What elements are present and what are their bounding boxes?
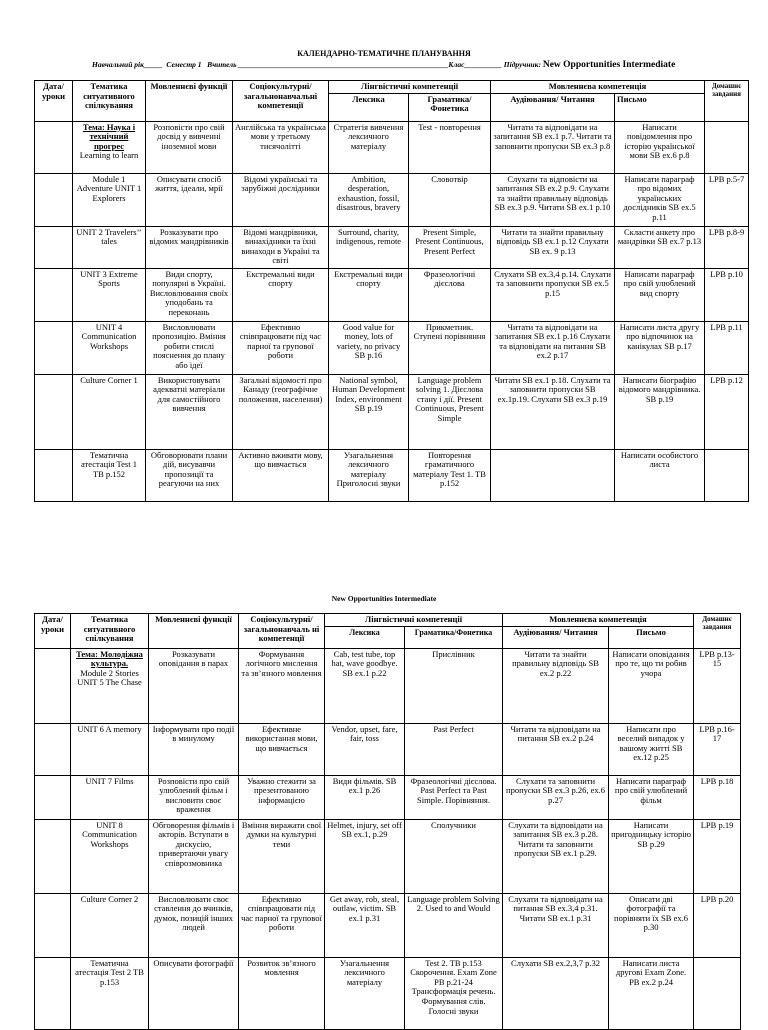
- homework-cell: [705, 449, 749, 501]
- grammar-cell: Language problem solving 1. Дієслова стану і дії. Present Continuous, Present Simple: [409, 374, 491, 449]
- functions-cell: Обговорювати плани дій, висувавчи пропозиції та реагуючи на них: [146, 449, 233, 501]
- listening-cell: [491, 449, 615, 501]
- grammar-cell: Повторення граматичного матеріалу Test 1. TB p.152: [409, 449, 491, 501]
- date-cell: [35, 775, 71, 819]
- vocab-cell: Vendor, upset, fare, fair, toss: [325, 723, 405, 775]
- vocab-cell: Стратегія вивчення лексичного матеріалу: [329, 121, 409, 173]
- listening-cell: Слухати та відповідати на запитання SB ex.3 p.28. Читати та заповнити пропуски SB ex.1 p.29.: [503, 819, 609, 893]
- header-writing: Письмо: [615, 93, 705, 121]
- topic-cell: Module 1 Adventure UNIT 1 Explorers: [73, 173, 146, 226]
- header-sociocultural: Соціокультурні/ загальнонавчаль ні компетенції: [239, 614, 325, 649]
- homework-cell: LPB p.8-9: [705, 226, 749, 268]
- topic-cell: [71, 648, 149, 723]
- socio-cell: Ефективно співпрацювати під час парної та групової роботи: [239, 893, 325, 957]
- topic-cell: UNIT 2 Travelers’’ tales: [73, 226, 146, 268]
- date-cell: [35, 648, 71, 723]
- header-homework: Домашнє завдання: [705, 81, 749, 122]
- table-row: [35, 321, 749, 374]
- document-title: КАЛЕНДАРНО-ТЕМАТИЧНЕ ПЛАНУВАННЯ: [297, 49, 471, 58]
- grammar-cell: Test 2. TB p.153 Скорочення. Exam Zone PB p.21-24 Трансформація речень. Формування слів. Голосні звуки: [405, 957, 503, 1029]
- homework-cell: LPB p.11: [705, 321, 749, 374]
- table-row: [35, 173, 749, 226]
- plan-table-1: [34, 80, 749, 502]
- vocab-cell: Helmet, injury, set off SB ex.1, p.29: [325, 819, 405, 893]
- writing-cell: Написати повідомлення про історію української мови SB ex.6 p.8: [615, 121, 705, 173]
- table-row: [35, 723, 741, 775]
- meta-semester: Семестр 1: [166, 60, 202, 69]
- date-cell: [35, 321, 73, 374]
- grammar-cell: Прикметник. Ступені порівняння: [409, 321, 491, 374]
- table-row: [35, 268, 749, 321]
- homework-cell: [705, 121, 749, 173]
- writing-cell: Скласти анкету про мандрівки SB ex.7 p.13: [615, 226, 705, 268]
- meta-book-label: Підручник:: [503, 60, 541, 69]
- header-linguistic: Лінгвістичні компетенції: [329, 81, 491, 94]
- header-speech-competence: Мовленнєва компетенція: [491, 81, 705, 94]
- vocab-cell: Get away, rob, steal, outlaw, victim. SB ex.1 p.31: [325, 893, 405, 957]
- document-meta: [92, 60, 675, 70]
- vocab-cell: Good value for money, lots of variety, no privacy SB p.16: [329, 321, 409, 374]
- grammar-cell: Фразеологічні дієслова: [409, 268, 491, 321]
- date-cell: [35, 819, 71, 893]
- header-vocab: Лексика: [329, 93, 409, 121]
- meta-year: Навчальний рік_____: [92, 60, 163, 69]
- writing-cell: Написати біографію відомого мандрівника. SB p.19: [615, 374, 705, 449]
- header-linguistic: Лінгвістичні компетенції: [325, 614, 503, 627]
- date-cell: [35, 893, 71, 957]
- writing-cell: Написати параграф про відомих українських дослідників SB ex.5 p.11: [615, 173, 705, 226]
- socio-cell: Екстремальні види спорту: [233, 268, 329, 321]
- writing-cell: Написати параграф про свій улюблений фільм: [609, 775, 694, 819]
- table-row: [35, 226, 749, 268]
- grammar-cell: Test - повторення: [409, 121, 491, 173]
- functions-cell: Описувати спосіб життя, ідеали, мрії: [146, 173, 233, 226]
- topic-cell: Culture Corner 2: [71, 893, 149, 957]
- topic-cell: UNIT 8 Communication Workshops: [71, 819, 149, 893]
- header-date: Дата/ уроки: [35, 614, 71, 649]
- vocab-cell: Cab, test tube, top hat, wave goodbye. SB ex.1 p.22: [325, 648, 405, 723]
- plan-table-2: [34, 613, 741, 1030]
- listening-cell: Слухати та відповісти на запитання SB ex.2 p.9. Слухати та знайти правильну відповідь SB ex.3 p.9. Читати SB ex.1 p.10: [491, 173, 615, 226]
- functions-cell: Розповісти про свій досвід у вивченні іноземної мови: [146, 121, 233, 173]
- writing-cell: Описати дві фотографії та порівняти їх SB ex.6 p.30: [609, 893, 694, 957]
- table-row: [35, 775, 741, 819]
- header-listening: Аудіювання/ Читання: [491, 93, 615, 121]
- header-writing: Письмо: [609, 626, 694, 648]
- listening-cell: Читати та знайти правильну відповідь SB ex.1 p.12 Слухати SB ex. 9 p.13: [491, 226, 615, 268]
- socio-cell: Розвиток зв’язного мовлення: [239, 957, 325, 1029]
- topic-cell: UNIT 3 Extreme Sports: [73, 268, 146, 321]
- functions-cell: Розказувати оповідання в парах: [149, 648, 239, 723]
- functions-cell: Висловлювати своє ставлення до вчинків, думок, позицій інших людей: [149, 893, 239, 957]
- socio-cell: Відомі мандрівники, винахідники та їхні винаходи в Україні та світі: [233, 226, 329, 268]
- date-cell: [35, 723, 71, 775]
- writing-cell: Написати листа другові Exam Zone. PB ex.2 p.24: [609, 957, 694, 1029]
- topic-cell: Тематична атестація Test 1 TB p.152: [73, 449, 146, 501]
- grammar-cell: Language problem Solving 2. Used to and Would: [405, 893, 503, 957]
- homework-cell: LPB p.12: [705, 374, 749, 449]
- functions-cell: Описувати фотографії: [149, 957, 239, 1029]
- grammar-cell: Фразеологічні дієслова. Past Perfect та Past Simple. Порівняння.: [405, 775, 503, 819]
- header-topic: Тематика ситуативного спілкування: [71, 614, 149, 649]
- date-cell: [35, 226, 73, 268]
- homework-cell: LPB p.20: [694, 893, 741, 957]
- header-homework: Домашнє завдання: [694, 614, 741, 649]
- second-title: New Opportunities Intermediate: [331, 594, 437, 603]
- homework-cell: LPB p.10: [705, 268, 749, 321]
- socio-cell: Загальні відомості про Канаду (географічне положення, населення): [233, 374, 329, 449]
- functions-cell: Розповісти про свій улюблений фільм і висловити своє враження: [149, 775, 239, 819]
- meta-teacher: Вчитель ________________________________________________________Клас__________: [207, 60, 502, 69]
- listening-cell: Слухати SB ex.3,4 p.14. Слухати та заповнити пропуски SB ex.5 p.15: [491, 268, 615, 321]
- listening-cell: Читати SB ex.1 p.18. Слухати та заповнити пропуски SB ex.1p.19. Слухати SB ex.3 p.19: [491, 374, 615, 449]
- header-grammar: Граматика/ Фонетика: [409, 93, 491, 121]
- functions-cell: Використовувати адекватні матеріали для самостійного вивчення: [146, 374, 233, 449]
- socio-cell: Уважно стежити за презентованою інформацією: [239, 775, 325, 819]
- writing-cell: Написати особистого листа: [615, 449, 705, 501]
- listening-cell: Читати та відповідати на запитання SB ex.1 p.7. Читати та заповнити пропуски SB ex.3 p.8: [491, 121, 615, 173]
- topic-cell: UNIT 7 Films: [71, 775, 149, 819]
- table-row: [35, 374, 749, 449]
- socio-cell: Ефективно співпрацювати під час парної та групової роботи: [233, 321, 329, 374]
- listening-cell: Слухати SB ex.2,3,7 p.32: [503, 957, 609, 1029]
- header-sociocultural: Соціокультурні/ загальнонавчальні компетенції: [233, 81, 329, 122]
- listening-cell: Слухати та відповідати на питання SB ex.3,4 p.31. Читати SB ex.1 p.31: [503, 893, 609, 957]
- vocab-cell: Види фільмів. SB ex.1 p.26: [325, 775, 405, 819]
- header-date: Дата/ уроки: [35, 81, 73, 122]
- writing-cell: Написати оповідання про те, що ти робив учора: [609, 648, 694, 723]
- grammar-cell: Past Perfect: [405, 723, 503, 775]
- topic-cell: UNIT 6 A memory: [71, 723, 149, 775]
- date-cell: [35, 449, 73, 501]
- homework-cell: [694, 957, 741, 1029]
- table-row: [35, 957, 741, 1029]
- homework-cell: LPB p.13-15: [694, 648, 741, 723]
- listening-cell: Читати та знайти правильну відповідь SB ex.2 p.22: [503, 648, 609, 723]
- listening-cell: Читати та відповідати на питання SB ex.2 p.24: [503, 723, 609, 775]
- header-vocab: Лексика: [325, 626, 405, 648]
- header-listening: Аудіювання/ Читання: [503, 626, 609, 648]
- table-row: [35, 819, 741, 893]
- table-row: [35, 121, 749, 173]
- date-cell: [35, 121, 73, 173]
- vocab-cell: Узагальнення лексичного матеріалу: [325, 957, 405, 1029]
- homework-cell: LPB p.18: [694, 775, 741, 819]
- vocab-cell: Ambition, desperation, exhaustion, fossil, disastrous, bravery: [329, 173, 409, 226]
- socio-cell: Формування логічного мислення та зв’язного мовлення: [239, 648, 325, 723]
- homework-cell: LPB p.16-17: [694, 723, 741, 775]
- header-topic: Тематика ситуативного спілкування: [73, 81, 146, 122]
- writing-cell: Написати пригодницьку історію SB p.29: [609, 819, 694, 893]
- socio-cell: Відомі українські та зарубіжні дослідники: [233, 173, 329, 226]
- functions-cell: Розказувати про відомих мандрівників: [146, 226, 233, 268]
- writing-cell: Написати параграф про свій улюблений вид спорту: [615, 268, 705, 321]
- grammar-cell: Прислівник: [405, 648, 503, 723]
- date-cell: [35, 374, 73, 449]
- topic-cell: Culture Corner 1: [73, 374, 146, 449]
- vocab-cell: National symbol, Human Development Index, environment SB p.19: [329, 374, 409, 449]
- table-row: [35, 893, 741, 957]
- topic-heading: Тема: Молодіжна культура.: [76, 648, 143, 669]
- vocab-cell: Узагальнення лексичного матеріалу Приголосні звуки: [329, 449, 409, 501]
- grammar-cell: Present Simple, Present Continuous, Present Perfect: [409, 226, 491, 268]
- meta-book: New Opportunities Intermediate: [542, 60, 676, 70]
- socio-cell: Англійська та українська мови у третьому тисячолітті: [233, 121, 329, 173]
- table-row: [35, 648, 741, 723]
- date-cell: [35, 173, 73, 226]
- header-functions: Мовленнєві функції: [146, 81, 233, 122]
- topic-cell: Тематична атестація Test 2 TB p.153: [71, 957, 149, 1029]
- socio-cell: Вміння виражати свої думки на культурні теми: [239, 819, 325, 893]
- topic-cell: UNIT 4 Communication Workshops: [73, 321, 146, 374]
- functions-cell: Висловлювати пропозицію. Вміння робити стислі пояснення до плану або ідеї: [146, 321, 233, 374]
- socio-cell: Ефективне використання мови, що вивчається: [239, 723, 325, 775]
- date-cell: [35, 957, 71, 1029]
- homework-cell: LPB p.19: [694, 819, 741, 893]
- topic-cell: [73, 121, 146, 173]
- header-speech-competence: Мовленнєва компетенція: [503, 614, 694, 627]
- functions-cell: Інформувати про події в минулому: [149, 723, 239, 775]
- header-functions: Мовленнєві функції: [149, 614, 239, 649]
- grammar-cell: Сполучники: [405, 819, 503, 893]
- topic-text: Module 2 Stories UNIT 5 The Chase: [77, 667, 142, 688]
- table-row: [35, 449, 749, 501]
- homework-cell: LPB p.5-7: [705, 173, 749, 226]
- listening-cell: Читати та відповідати на запитання SB ex.1 p.16 Слухати та відповідати на питання SB ex.2 p.17: [491, 321, 615, 374]
- socio-cell: Активно вживати мову, що вивчається: [233, 449, 329, 501]
- vocab-cell: Surround, charity, indigenous, remote: [329, 226, 409, 268]
- functions-cell: Види спорту, популярні в Україні. Висловлювання своїх уподобань та переконань: [146, 268, 233, 321]
- listening-cell: Слухати та заповнити пропуски SB ex.3 p.26, ex.6 p.27: [503, 775, 609, 819]
- date-cell: [35, 268, 73, 321]
- grammar-cell: Словотвір: [409, 173, 491, 226]
- header-grammar: Граматика/Фонетика: [405, 626, 503, 648]
- writing-cell: Написати про веселий випадок у вашому житті SB ex.12 p.25: [609, 723, 694, 775]
- functions-cell: Обговорення фільмів і акторів. Вступати в дискусію, привертаючи увагу співрозмовника: [149, 819, 239, 893]
- topic-text: Learning to learn: [79, 150, 139, 161]
- topic-heading: Тема: Наука і технічний прогрес: [82, 121, 136, 151]
- vocab-cell: Екстремальні види спорту: [329, 268, 409, 321]
- writing-cell: Написати листа другу про відпочинок на канікулах SB p.17: [615, 321, 705, 374]
